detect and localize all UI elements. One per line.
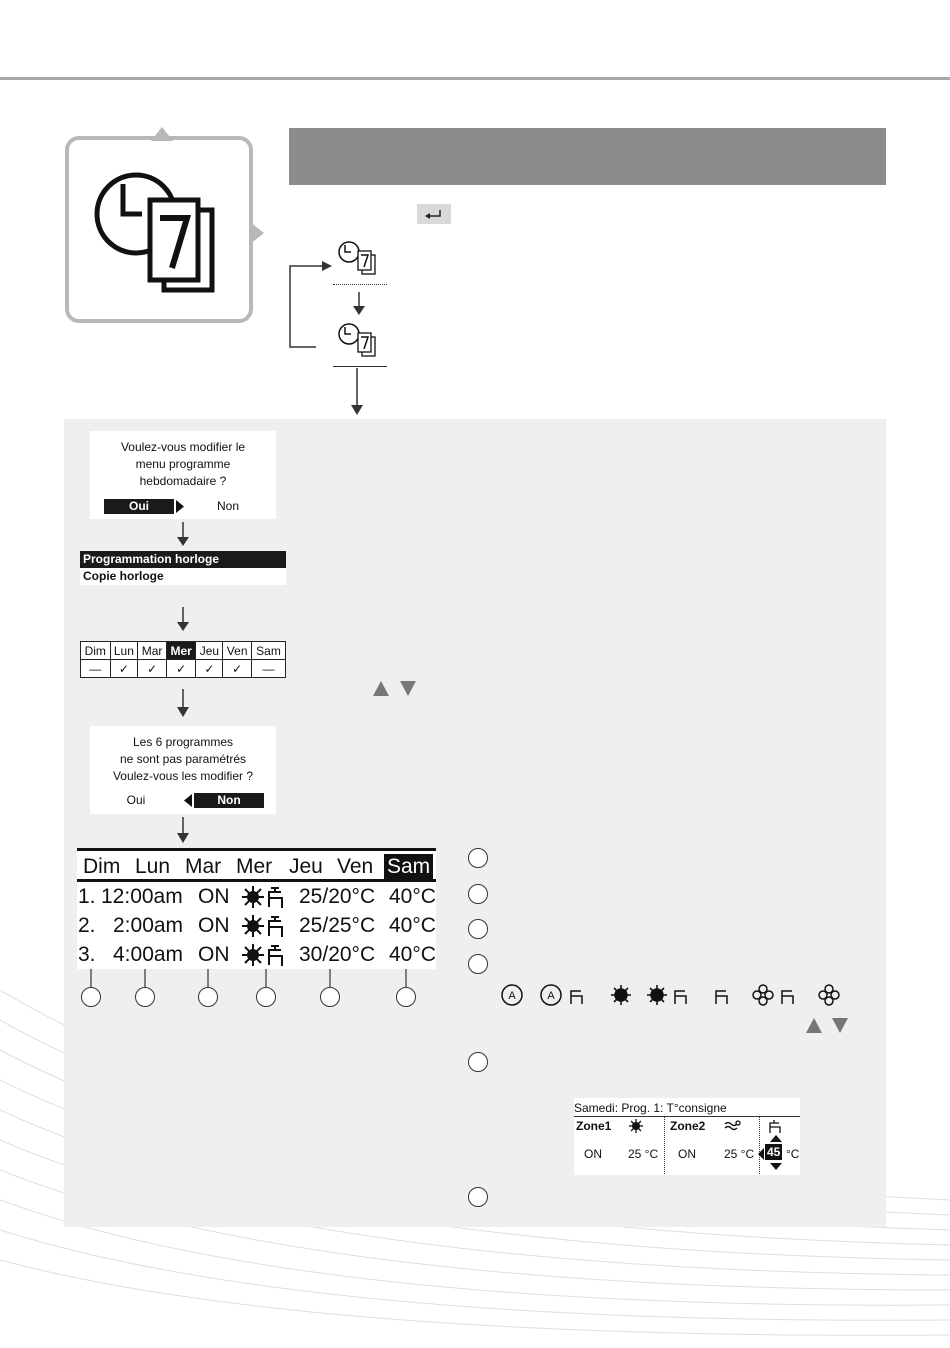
dotted-underline (333, 284, 387, 285)
step-circle-5 (468, 1052, 488, 1072)
up-button-icon[interactable] (373, 681, 389, 696)
dialog1-line3: hebdomadaire ? (139, 474, 227, 488)
mark-mar: ✓ (138, 660, 167, 678)
down-button-icon[interactable] (400, 681, 416, 696)
mark-ven: ✓ (223, 660, 252, 678)
dialog1-yes-button[interactable]: Oui (104, 499, 174, 514)
day-mar[interactable]: Mar (138, 642, 167, 660)
prog-day-mer[interactable]: Mer (236, 855, 273, 878)
zone1-sun-icon (628, 1118, 644, 1134)
dialog2-yes-button[interactable]: Oui (126, 793, 146, 807)
down-arrow-icon-2 (176, 522, 190, 548)
callout-circle-5 (320, 987, 340, 1007)
menu-item-copie-horloge[interactable]: Copie horloge (80, 568, 286, 585)
mark-sam: — (251, 660, 285, 678)
frame-up-arrow-icon (151, 127, 173, 141)
weekly-timer-small-icon-2 (335, 320, 381, 360)
step-circle-2 (468, 884, 488, 904)
selector-left-arrow-icon (184, 794, 192, 807)
enter-key[interactable] (417, 204, 451, 224)
program-table (77, 848, 436, 969)
zone2-temp: 25 °C (724, 1147, 755, 1161)
callout-circle-4 (256, 987, 276, 1007)
solid-underline (333, 366, 387, 367)
row2-temp: 25/25°C (299, 914, 376, 937)
enter-icon (417, 204, 451, 224)
day-dim[interactable]: Dim (81, 642, 111, 660)
tank-unit: °C (786, 1147, 800, 1161)
step-circle-6 (468, 1187, 488, 1207)
tank-tap-icon (768, 1118, 784, 1134)
selector-right-arrow-icon (176, 500, 184, 513)
dialog2-no-button[interactable]: Non (194, 793, 264, 808)
svg-text:A: A (547, 990, 555, 1002)
row2-tank: 40°C (389, 914, 436, 937)
down-arrow-icon (352, 292, 366, 316)
svg-text:A: A (508, 990, 516, 1002)
up-button-icon-2[interactable] (806, 1018, 822, 1033)
programs-not-set-dialog (90, 726, 276, 814)
day-jeu[interactable]: Jeu (196, 642, 223, 660)
zone1-state: ON (584, 1147, 602, 1161)
dialog2-line1: Les 6 programmes (132, 735, 234, 749)
mark-lun: ✓ (110, 660, 138, 678)
zone2-label: Zone2 (670, 1119, 706, 1133)
row1-temp: 25/20°C (299, 885, 376, 908)
prog-day-ven[interactable]: Ven (337, 855, 374, 878)
row1-num: 1. (78, 885, 96, 908)
dialog1-no-button[interactable]: Non (216, 499, 239, 513)
program-row-3[interactable] (77, 941, 436, 969)
mark-mer: ✓ (166, 660, 196, 678)
top-divider (0, 77, 950, 80)
program-row-2[interactable] (77, 912, 436, 940)
day-ven[interactable]: Ven (223, 642, 252, 660)
day-mer[interactable]: Mer (166, 642, 196, 660)
callout-circle-6 (396, 987, 416, 1007)
zone1-label: Zone1 (576, 1119, 612, 1133)
prog-day-mar[interactable]: Mar (185, 855, 222, 878)
menu-item-programmation-horloge[interactable]: Programmation horloge (80, 551, 286, 568)
dialog1-line1: Voulez-vous modifier le (120, 440, 246, 454)
program-row-1[interactable] (77, 883, 436, 911)
clock-menu (80, 551, 286, 585)
day-lun[interactable]: Lun (110, 642, 138, 660)
zone-divider-2 (759, 1116, 760, 1174)
mark-dim: — (81, 660, 111, 678)
down-arrow-icon-4 (176, 689, 190, 719)
row2-num: 2. (78, 914, 96, 937)
zone2-state: ON (678, 1147, 696, 1161)
mode-icons-row (500, 982, 850, 1008)
zone2-floor-icon (724, 1120, 742, 1132)
day-selector-table (80, 641, 286, 678)
prog-day-jeu[interactable]: Jeu (289, 855, 323, 878)
down-arrow-long-icon (350, 368, 364, 418)
down-arrow-icon-3 (176, 607, 190, 633)
down-arrow-icon-5 (176, 817, 190, 845)
callout-circle-1 (81, 987, 101, 1007)
down-button-icon-2[interactable] (832, 1018, 848, 1033)
tank-down-arrow-icon[interactable] (770, 1163, 782, 1170)
row1-time: 12:00am (101, 885, 183, 908)
modify-weekly-dialog (90, 431, 276, 519)
step-circle-1 (468, 848, 488, 868)
loop-arrow-icon (286, 258, 336, 350)
tank-left-arrow-icon[interactable] (758, 1148, 764, 1160)
dialog2-line3: Voulez-vous les modifier ? (112, 769, 254, 783)
samedi-setpoint-screen (574, 1098, 800, 1175)
day-sam[interactable]: Sam (251, 642, 285, 660)
row2-time: 2:00am (113, 914, 184, 937)
weekly-timer-icon (92, 170, 222, 295)
row1-state: ON (198, 885, 230, 908)
frame-right-arrow-icon (250, 222, 264, 244)
zone1-temp: 25 °C (628, 1147, 659, 1161)
section-header-bar (289, 128, 886, 185)
row1-tank: 40°C (389, 885, 436, 908)
mark-jeu: ✓ (196, 660, 223, 678)
row3-num: 3. (78, 943, 96, 966)
row3-time: 4:00am (113, 943, 184, 966)
prog-day-lun[interactable]: Lun (135, 855, 171, 878)
row3-tank: 40°C (389, 943, 436, 966)
callout-circle-2 (135, 987, 155, 1007)
callout-circle-3 (198, 987, 218, 1007)
dialog2-line2: ne sont pas paramétrés (119, 752, 247, 766)
zone-divider-1 (664, 1116, 665, 1174)
row3-temp: 30/20°C (299, 943, 376, 966)
program-table-header (77, 848, 436, 882)
row2-state: ON (198, 914, 230, 937)
samedi-title: Samedi: Prog. 1: T°consigne (574, 1100, 800, 1117)
step-circle-4 (468, 954, 488, 974)
prog-day-dim[interactable]: Dim (83, 855, 121, 878)
callout-connectors (80, 969, 420, 989)
tank-value-selected[interactable]: 45 (767, 1145, 781, 1159)
prog-day-sam[interactable]: Sam (384, 854, 433, 880)
weekly-timer-small-icon (335, 238, 381, 278)
step-circle-3 (468, 919, 488, 939)
row3-state: ON (198, 943, 230, 966)
tank-up-arrow-icon[interactable] (770, 1135, 782, 1142)
dialog1-line2: menu programme (135, 457, 231, 471)
